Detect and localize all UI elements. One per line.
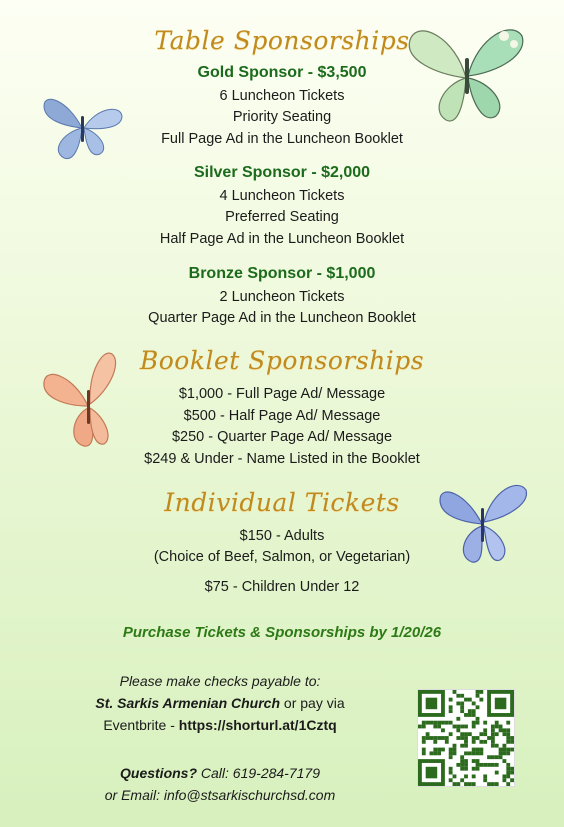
booklet-line-1: $1,000 - Full Page Ad/ Message [178, 386, 386, 402]
booklet-line-4: $249 & Under - Name Listed in the Booklet [144, 451, 420, 467]
adults-price: $150 - Adults [239, 528, 325, 544]
email-text[interactable]: or Email: info@stsarkischurchsd.com [104, 787, 336, 803]
qr-code-icon[interactable] [417, 689, 515, 787]
silver-line-2: Preferred Seating [225, 209, 339, 225]
payment-info [70, 670, 370, 736]
silver-line-1: 4 Luncheon Tickets [219, 188, 345, 204]
table-sponsorships-heading: Table Sponsorships [154, 26, 410, 55]
individual-tickets-heading: Individual Tickets [164, 488, 400, 517]
gold-line-2: Priority Seating [232, 109, 332, 125]
bronze-line-2: Quarter Page Ad in the Luncheon Booklet [148, 310, 416, 326]
meal-choice: (Choice of Beef, Salmon, or Vegetarian) [153, 549, 411, 565]
phone-text: Call: 619-284-7179 [197, 765, 320, 781]
contact-info [70, 762, 370, 806]
purchase-deadline: Purchase Tickets & Sponsorships by 1/20/26 [122, 624, 442, 641]
or-pay-text: or pay via [280, 695, 345, 711]
questions-label: Questions? [120, 765, 198, 781]
gold-sponsor-title: Gold Sponsor - $3,500 [197, 64, 367, 81]
booklet-sponsorships-heading: Booklet Sponsorships [139, 346, 425, 375]
booklet-line-3: $250 - Quarter Page Ad/ Message [171, 429, 393, 445]
eventbrite-label: Eventbrite - [103, 717, 179, 733]
gold-line-1: 6 Luncheon Tickets [219, 88, 345, 104]
qr-code-pattern [418, 690, 514, 786]
silver-sponsor-title: Silver Sponsor - $2,000 [193, 164, 371, 181]
silver-line-3: Half Page Ad in the Luncheon Booklet [159, 231, 405, 247]
bronze-line-1: 2 Luncheon Tickets [219, 289, 345, 305]
payment-line-1: Please make checks payable to: [119, 673, 321, 689]
church-name: St. Sarkis Armenian Church [95, 695, 281, 711]
children-price: $75 - Children Under 12 [204, 579, 360, 595]
booklet-line-2: $500 - Half Page Ad/ Message [183, 408, 381, 424]
gold-line-3: Full Page Ad in the Luncheon Booklet [161, 131, 403, 147]
bronze-sponsor-title: Bronze Sponsor - $1,000 [188, 265, 376, 282]
eventbrite-link[interactable]: https://shorturl.at/1Cztq [178, 717, 337, 733]
